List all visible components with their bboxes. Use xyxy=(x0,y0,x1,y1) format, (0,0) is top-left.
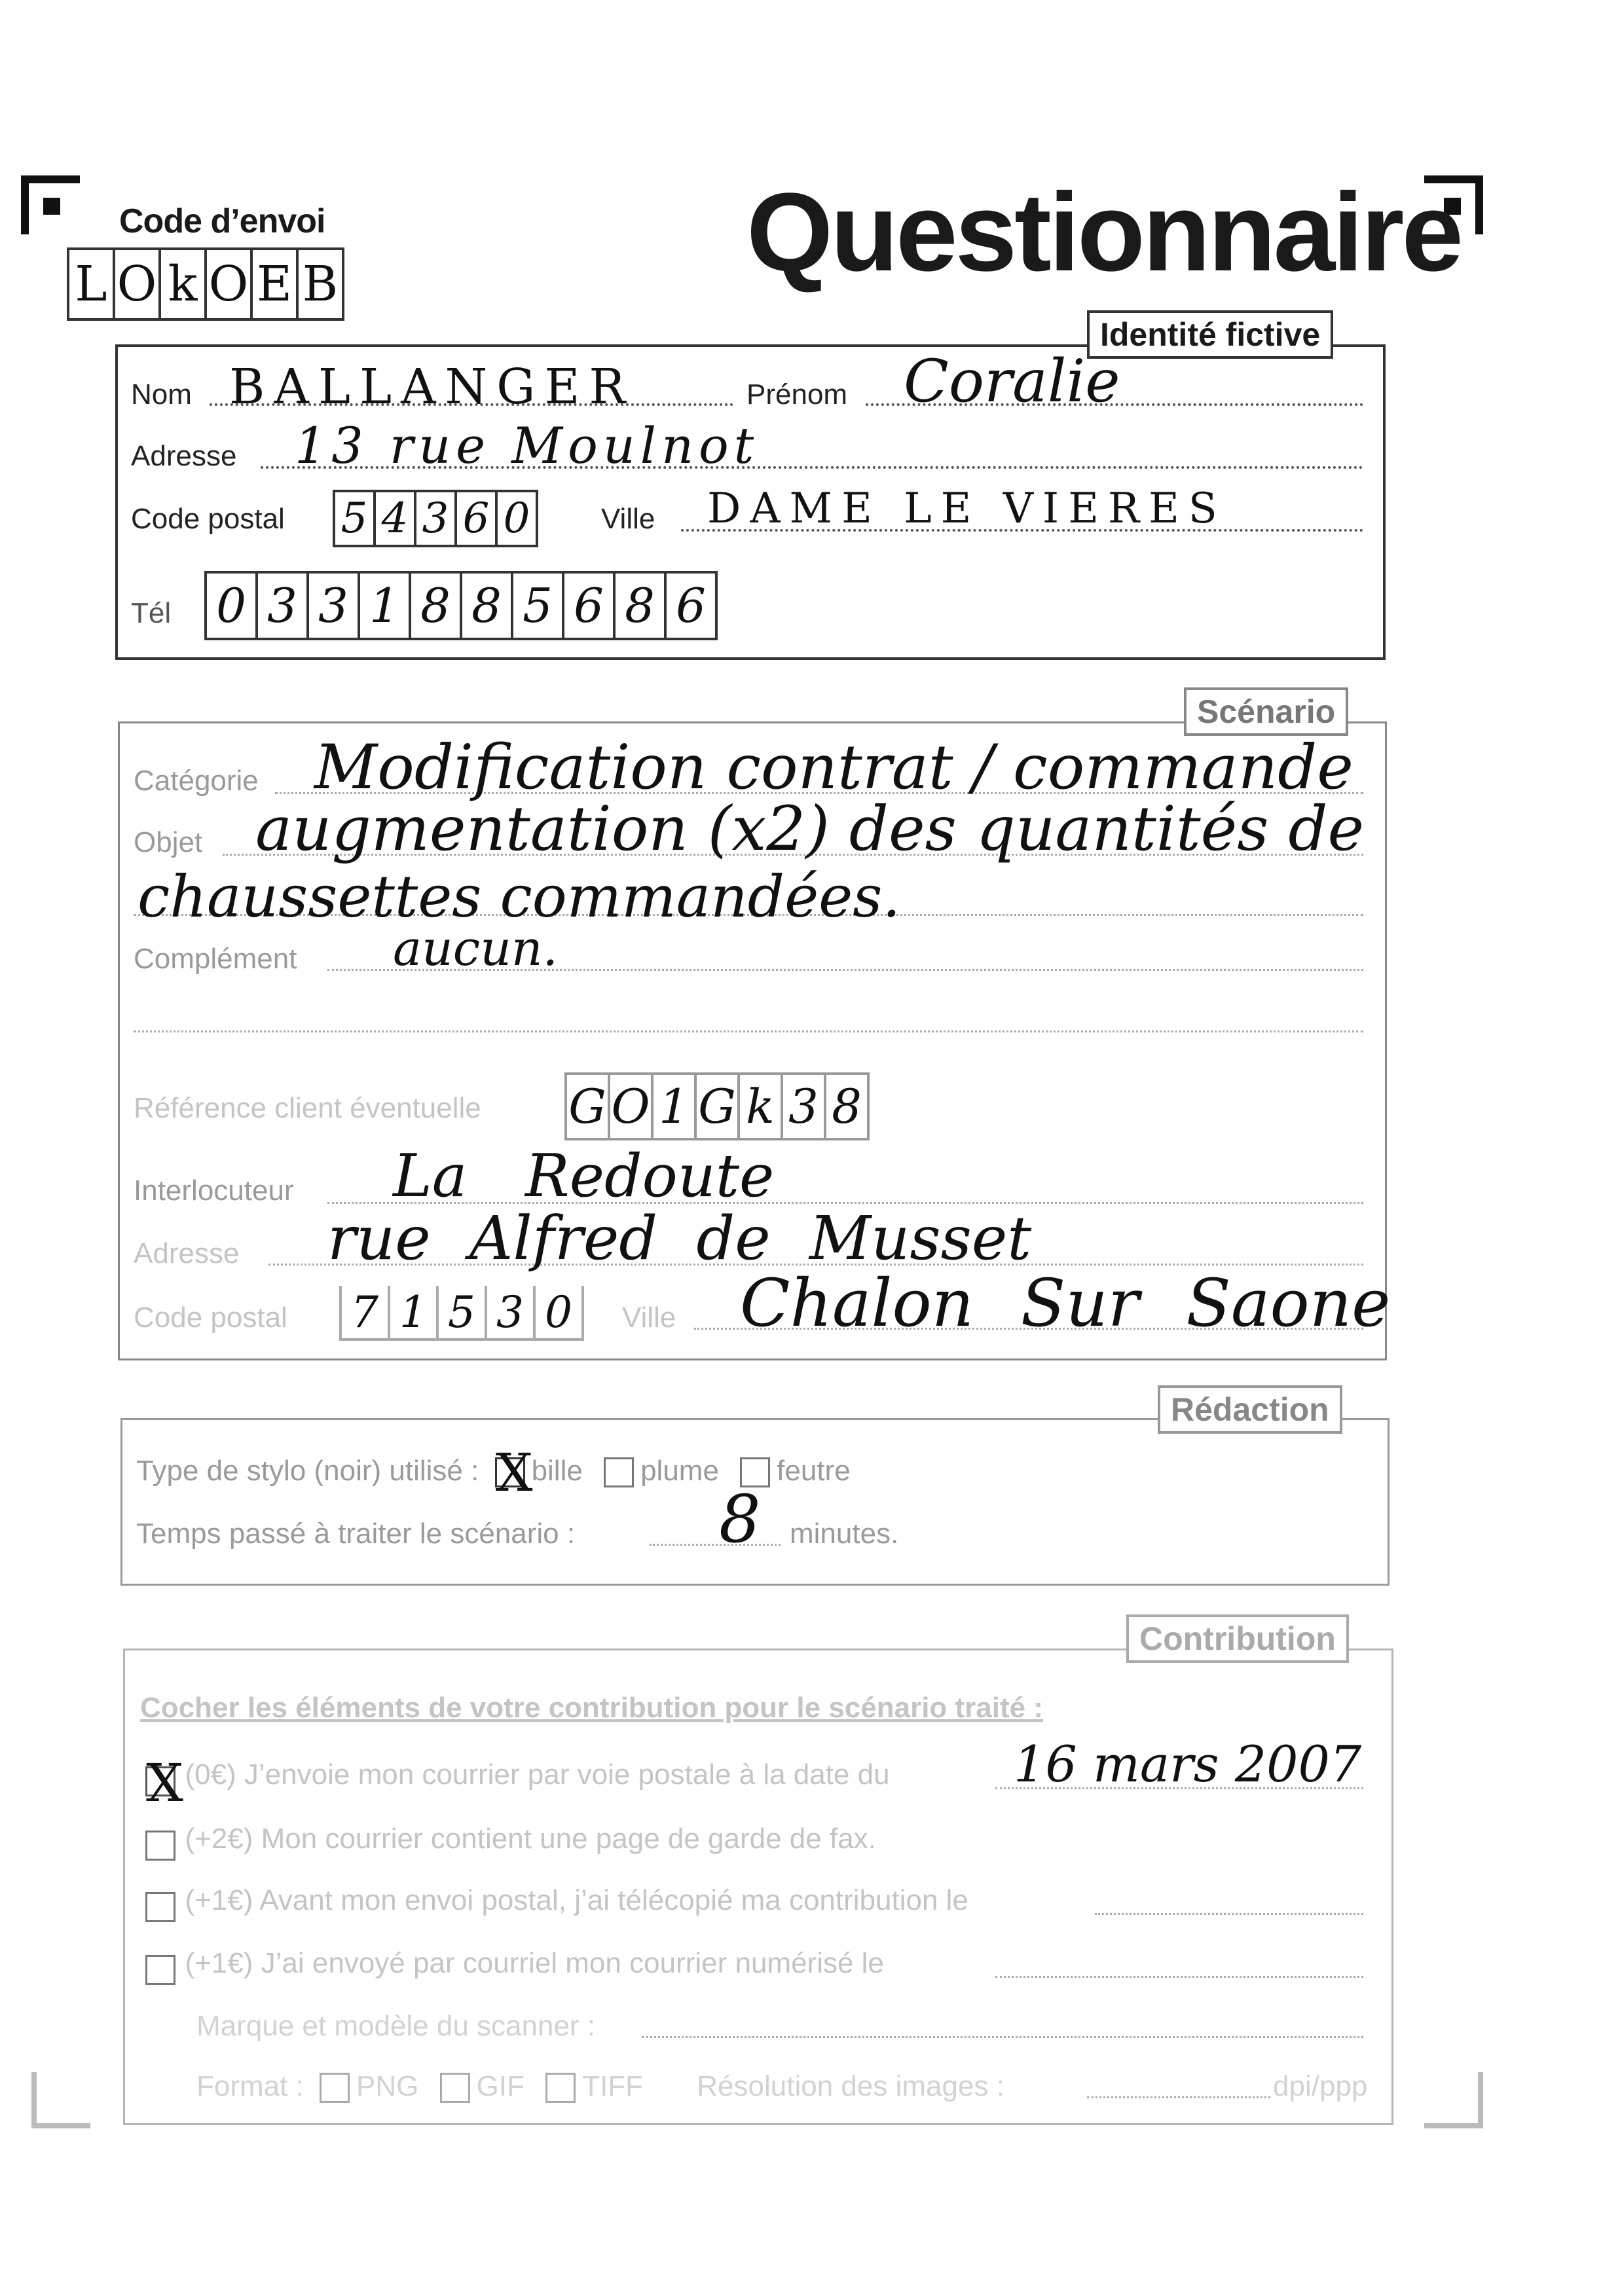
tel-digit: 8 xyxy=(616,571,667,640)
reference-char: G xyxy=(564,1072,610,1140)
scenario-postal-digit: 7 xyxy=(339,1286,390,1341)
scenario-ville-value: Chalon Sur Saone xyxy=(740,1265,1391,1341)
scenario-adresse-label: Adresse xyxy=(134,1237,240,1269)
postal-digit: 5 xyxy=(333,490,376,547)
postal-digit: 6 xyxy=(457,490,498,547)
item1-check-mark: X xyxy=(146,1752,183,1813)
ville-label: Ville xyxy=(601,503,655,535)
item2-text: (+2€) Mon courrier contient une page de garde de fax. xyxy=(185,1823,876,1855)
dpi-label: dpi/ppp xyxy=(1273,2070,1368,2102)
tel-digit: 6 xyxy=(564,571,616,640)
code-char: B xyxy=(299,247,344,321)
item3-text: (+1€) Avant mon envoi postal, j’ai télécopié ma contribution le xyxy=(185,1884,968,1916)
tel-digit: 1 xyxy=(360,571,411,640)
contribution-heading: Cocher les éléments de votre contribution pour le scénario traité : xyxy=(140,1692,1043,1724)
adresse-label: Adresse xyxy=(131,440,237,472)
corner-mark-top-left xyxy=(21,175,80,234)
code-char: O xyxy=(115,247,161,321)
item3-line xyxy=(1095,1913,1363,1915)
code-char: O xyxy=(207,247,253,321)
page-title: Questionnaire xyxy=(746,170,1462,295)
contribution-item-2 xyxy=(145,1823,876,1861)
reference-char: G xyxy=(697,1072,740,1140)
reference-char: 8 xyxy=(826,1072,870,1140)
scenario-postal-digit: 3 xyxy=(487,1286,536,1341)
redaction-tab: Rédaction xyxy=(1158,1385,1342,1434)
contribution-item-3 xyxy=(145,1884,968,1922)
tel-digit: 5 xyxy=(513,571,564,640)
gif-label: GIF xyxy=(476,2070,525,2102)
scanner-label: Marque et modèle du scanner : xyxy=(196,2010,596,2042)
objet-value-line2: chaussettes commandées. xyxy=(138,863,901,930)
code-envoi-label: Code d’envoi xyxy=(119,202,325,240)
item4-checkbox[interactable] xyxy=(145,1955,175,1985)
nom-value: BALLANGER xyxy=(229,359,635,415)
postal-digit: 3 xyxy=(416,490,457,547)
contribution-item-4 xyxy=(145,1947,884,1985)
ville-value: DAME LE VIERES xyxy=(707,484,1226,533)
item1-date-value: 16 mars 2007 xyxy=(1014,1735,1362,1793)
adresse-value: 13 rue Moulnot xyxy=(295,416,760,475)
corner-mark-bottom-left xyxy=(31,2072,90,2131)
scenario-postal-digit: 1 xyxy=(390,1286,439,1341)
tel-label: Tél xyxy=(131,597,172,629)
temps-label: Temps passé à traiter le scénario : xyxy=(136,1518,576,1550)
code-postal-label: Code postal xyxy=(131,503,285,535)
format-label: Format : xyxy=(196,2070,304,2102)
complement-line-2 xyxy=(134,1030,1363,1032)
tiff-checkbox[interactable] xyxy=(545,2073,576,2103)
tiff-label: TIFF xyxy=(582,2070,644,2102)
resolution-label: Résolution des images : xyxy=(697,2070,1004,2102)
plume-label: plume xyxy=(640,1455,719,1487)
categorie-label: Catégorie xyxy=(134,765,259,797)
scanner-line xyxy=(642,2036,1363,2038)
reference-char: k xyxy=(740,1072,783,1140)
postal-digit: 4 xyxy=(376,490,416,547)
code-postal-cells xyxy=(333,490,538,547)
interlocuteur-value: La Redoute xyxy=(393,1142,775,1211)
bille-check-mark: X xyxy=(495,1442,533,1504)
item1-checkbox[interactable] xyxy=(145,1752,183,1813)
png-checkbox[interactable] xyxy=(320,2073,350,2103)
scenario-tab: Scénario xyxy=(1184,687,1348,736)
contribution-tab: Contribution xyxy=(1126,1614,1349,1663)
reference-char: 1 xyxy=(654,1072,697,1140)
plume-checkbox[interactable] xyxy=(604,1457,634,1487)
feutre-label: feutre xyxy=(777,1455,851,1487)
nom-label: Nom xyxy=(131,378,192,410)
item1-text: (0€) J’envoie mon courrier par voie postale à la date du xyxy=(185,1758,890,1791)
categorie-value: Modification contrat / commande xyxy=(314,732,1353,803)
identity-tab: Identité fictive xyxy=(1087,310,1333,359)
prenom-value: Coralie xyxy=(904,347,1120,416)
scenario-ville-label: Ville xyxy=(622,1302,676,1334)
scenario-code-postal-label: Code postal xyxy=(134,1302,287,1334)
resolution-line xyxy=(1087,2096,1270,2098)
code-char: L xyxy=(67,247,115,321)
item3-checkbox[interactable] xyxy=(145,1892,175,1922)
reference-cells xyxy=(564,1072,870,1140)
complement-label: Complément xyxy=(134,943,297,975)
tel-digit: 3 xyxy=(258,571,309,640)
interlocuteur-label: Interlocuteur xyxy=(134,1175,294,1207)
tel-digit: 8 xyxy=(411,571,462,640)
objet-label: Objet xyxy=(134,826,203,858)
item4-line xyxy=(995,1976,1363,1978)
tel-digit: 8 xyxy=(462,571,513,640)
code-envoi-cells xyxy=(67,247,344,321)
reference-label: Référence client éventuelle xyxy=(134,1092,481,1124)
temps-line xyxy=(650,1544,781,1546)
code-char: k xyxy=(161,247,207,321)
scenario-postal-digit: 5 xyxy=(439,1286,487,1341)
temps-unit: minutes. xyxy=(790,1518,899,1550)
item2-checkbox[interactable] xyxy=(145,1831,175,1861)
temps-value: 8 xyxy=(719,1481,761,1558)
postal-digit: 0 xyxy=(498,490,538,547)
reference-char: O xyxy=(610,1072,654,1140)
tel-digit: 6 xyxy=(667,571,718,640)
objet-value-line1: augmentation (x2) des quantités de xyxy=(255,793,1365,865)
prenom-label: Prénom xyxy=(746,378,848,410)
scenario-adresse-value: rue Alfred de Musset xyxy=(327,1203,1032,1273)
tel-digit: 0 xyxy=(204,571,258,640)
item4-text: (+1€) J’ai envoyé par courriel mon courrier numérisé le xyxy=(185,1947,884,1979)
code-char: E xyxy=(253,247,299,321)
format-row xyxy=(196,2070,1004,2103)
tel-digit: 3 xyxy=(309,571,360,640)
png-label: PNG xyxy=(356,2070,419,2102)
reference-char: 3 xyxy=(783,1072,826,1140)
bille-checkbox[interactable] xyxy=(495,1442,533,1504)
gif-checkbox[interactable] xyxy=(440,2073,470,2103)
scenario-code-postal-cells xyxy=(339,1286,584,1341)
contribution-item-1 xyxy=(145,1752,890,1813)
bille-label: bille xyxy=(531,1455,583,1487)
corner-mark-bottom-right xyxy=(1424,2072,1483,2131)
stylo-label: Type de stylo (noir) utilisé : xyxy=(136,1455,479,1487)
complement-value: aucun. xyxy=(393,920,559,977)
tel-cells xyxy=(204,571,718,640)
scenario-postal-digit: 0 xyxy=(536,1286,584,1341)
